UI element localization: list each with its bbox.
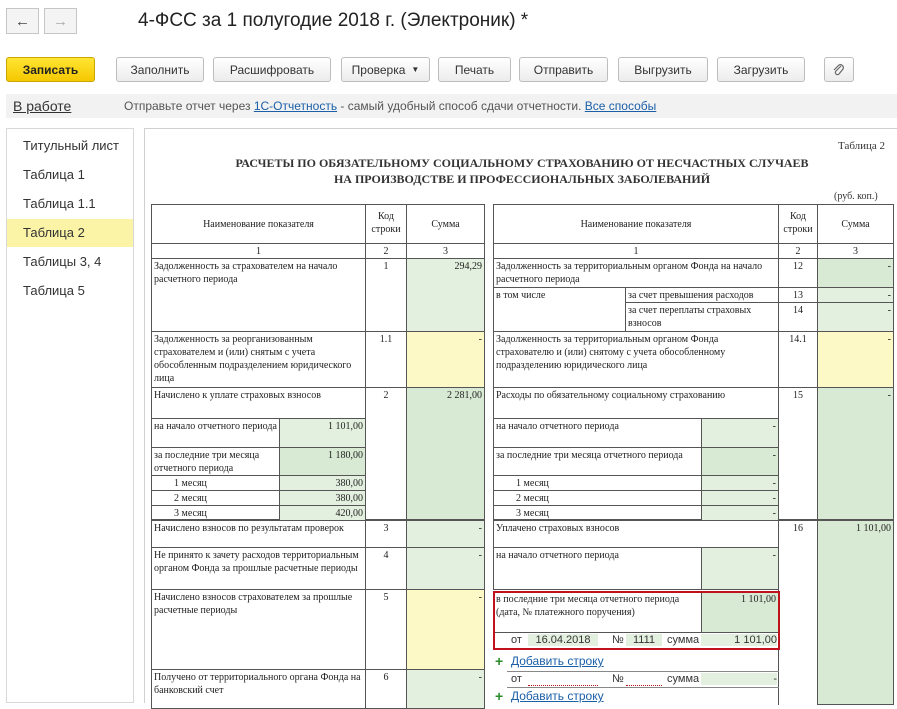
row2-label: Начислено к уплате страховых взносов [151, 387, 366, 520]
row3-label: Начислено взносов по результатам проверок [151, 520, 366, 548]
row15-value[interactable]: - [817, 387, 894, 520]
row16-label: Уплачено страховых взносов [493, 520, 779, 548]
month1-value[interactable]: 380,00 [279, 475, 366, 491]
payment-2-sum-label: сумма [667, 673, 700, 685]
paperclip-icon [832, 63, 846, 77]
row2-value[interactable]: 2 281,00 [406, 387, 485, 520]
row16a-label: на начало отчетного периода [493, 547, 702, 590]
payment-1-no-label: № [612, 634, 624, 646]
sidebar-item-table-1-1[interactable]: Таблица 1.1 [23, 196, 96, 211]
row1-1-value[interactable]: - [406, 331, 485, 388]
notice-link-all[interactable]: Все способы [584, 99, 657, 113]
row16b-value[interactable]: 1 101,00 [701, 591, 779, 633]
month2-value[interactable]: 380,00 [279, 490, 366, 506]
check-label: Проверка [351, 62, 406, 77]
highlight-box [493, 591, 780, 650]
notice-link-1c[interactable]: 1С-Отчетность [253, 99, 338, 113]
r-month1-label: 1 месяц [493, 475, 702, 491]
month3-label: 3 месяц [151, 505, 280, 521]
row1-label: Задолженность за страхователем на начало расчетного периода [151, 258, 366, 332]
payment-1-from: от [511, 634, 522, 646]
right-header-name: Наименование показателя [493, 204, 779, 244]
check-button[interactable] [341, 57, 430, 82]
payment-2-no-label: № [612, 673, 624, 685]
row1-1-code: 1.1 [365, 331, 407, 388]
payment-1-date[interactable]: 16.04.2018 [528, 634, 598, 646]
import-button[interactable]: Загрузить [717, 57, 805, 82]
left-header-sum: Сумма [406, 204, 485, 244]
sidebar-item-tables-3-4[interactable]: Таблицы 3, 4 [23, 254, 102, 269]
row14-1-value[interactable]: - [817, 331, 894, 388]
row14-1-label: Задолженность за территориальным органом Фонда страхователю и (или) снятому с учета обособленному подразделению юридического лица [493, 331, 779, 388]
row15a-label: на начало отчетного периода [493, 418, 702, 448]
row15b-value[interactable]: - [701, 447, 779, 476]
payment-1-no[interactable]: 1111 [626, 634, 662, 646]
send-button[interactable]: Отправить [519, 57, 608, 82]
payment-1-sum[interactable]: 1 101,00 [701, 634, 777, 646]
export-button[interactable]: Выгрузить [618, 57, 708, 82]
right-header-code: Код строки [778, 204, 818, 244]
r-month3-label: 3 месяц [493, 505, 702, 521]
arrow-right-icon: → [53, 12, 68, 30]
table-number: Таблица 2 [838, 140, 886, 152]
add-row-link[interactable]: Добавить строку [511, 654, 604, 668]
row5-value[interactable]: - [406, 589, 485, 670]
row1-value[interactable]: 294,29 [406, 258, 485, 332]
row4-label: Не принято к зачету расходов территориальным органом Фонда за прошлые расчетные периоды [151, 547, 366, 590]
sidebar [6, 128, 134, 703]
units-label: (руб. коп.) [834, 191, 878, 202]
left-colnum-1: 1 [151, 243, 366, 259]
right-colnum-3: 3 [817, 243, 894, 259]
row15-label: Расходы по обязательному социальному страхованию [493, 387, 779, 520]
plus-icon-2[interactable]: + [495, 688, 504, 704]
row6-value[interactable]: - [406, 669, 485, 709]
add-row-link-2[interactable]: Добавить строку [511, 689, 604, 703]
row15-code: 15 [778, 387, 818, 520]
doc-heading-2: НА ПРОИЗВОДСТВЕ И ПРОФЕССИОНАЛЬНЫХ ЗАБОЛЕВАНИЙ [333, 172, 711, 186]
payment-2-date[interactable] [528, 673, 598, 686]
row1-1-label: Задолженность за реорганизованным страхователем и (или) снятым с учета обособленным подразделением юридического лица [151, 331, 366, 388]
r-month3-value[interactable]: - [701, 505, 779, 521]
forward-button[interactable] [44, 8, 77, 34]
plus-icon[interactable]: + [495, 653, 504, 669]
row3-value[interactable]: - [406, 520, 485, 548]
row1-code: 1 [365, 258, 407, 332]
notice-text: Отправьте отчет через 1С-Отчетность - самый удобный способ сдачи отчетности. Все способы [124, 99, 657, 113]
month2-label: 2 месяц [151, 490, 280, 506]
right-colnum-1: 1 [493, 243, 779, 259]
month1-label: 1 месяц [151, 475, 280, 491]
row15b-label: за последние три месяца отчетного периода [493, 447, 702, 476]
status-link[interactable]: В работе [13, 98, 72, 114]
row14-code: 14 [778, 302, 818, 332]
left-colnum-3: 3 [406, 243, 485, 259]
payment-2-sum[interactable]: - [701, 673, 777, 685]
payment-2-no[interactable] [626, 673, 662, 686]
row16-value[interactable]: 1 101,00 [817, 520, 894, 705]
left-header-name: Наименование показателя [151, 204, 366, 244]
row16-code: 16 [778, 520, 818, 705]
sidebar-item-table-1[interactable]: Таблица 1 [23, 167, 85, 182]
row12-code: 12 [778, 258, 818, 288]
left-header-code: Код строки [365, 204, 407, 244]
row14-value[interactable]: - [817, 302, 894, 332]
row12-value[interactable]: - [817, 258, 894, 288]
sidebar-item-title-page[interactable]: Титульный лист [23, 138, 120, 153]
fill-button[interactable]: Заполнить [116, 57, 204, 82]
right-header-sum: Сумма [817, 204, 894, 244]
row16a-value[interactable]: - [701, 547, 779, 590]
left-colnum-2: 2 [365, 243, 407, 259]
sidebar-item-table-2[interactable]: Таблица 2 [7, 219, 133, 247]
print-button[interactable]: Печать [438, 57, 511, 82]
row6-code: 6 [365, 669, 407, 709]
row5-code: 5 [365, 589, 407, 670]
payment-1-sum-label: сумма [667, 634, 700, 646]
row2a-value[interactable]: 1 101,00 [279, 418, 366, 448]
save-button[interactable]: Записать [6, 57, 95, 82]
row6-label: Получено от территориального органа Фонда на банковский счет [151, 669, 366, 709]
row5-label: Начислено взносов страхователем за прошлые расчетные периоды [151, 589, 366, 670]
row16b-label: в последние три месяца отчетного периода (дата, № платежного поручения) [493, 591, 702, 633]
r-month2-value[interactable]: - [701, 490, 779, 506]
row15a-value[interactable]: - [701, 418, 779, 448]
doc-heading-1: РАСЧЕТЫ ПО ОБЯЗАТЕЛЬНОМУ СОЦИАЛЬНОМУ СТРАХОВАНИЮ ОТ НЕСЧАСТНЫХ СЛУЧАЕВ [235, 156, 809, 170]
row14-label: за счет переплаты страховых взносов [625, 302, 779, 332]
r-month1-value[interactable]: - [701, 475, 779, 491]
row4-value[interactable]: - [406, 547, 485, 590]
row13-value[interactable]: - [817, 287, 894, 303]
back-button[interactable] [6, 8, 39, 34]
row3-code: 3 [365, 520, 407, 548]
payment-2-from: от [511, 673, 522, 685]
row13-code: 13 [778, 287, 818, 303]
row14-1-code: 14.1 [778, 331, 818, 388]
including-label: в том числе [493, 287, 626, 332]
row2b-value[interactable]: 1 180,00 [279, 447, 366, 476]
row13-label: за счет превышения расходов [625, 287, 779, 303]
right-colnum-2: 2 [778, 243, 818, 259]
row12-label: Задолженность за территориальным органом Фонда на начало расчетного периода [493, 258, 779, 288]
row2-code: 2 [365, 387, 407, 520]
sidebar-item-table-5[interactable]: Таблица 5 [23, 283, 85, 298]
arrow-left-icon: ← [15, 12, 30, 30]
attachment-button[interactable] [824, 57, 854, 82]
decode-button[interactable]: Расшифровать [213, 57, 331, 82]
dropdown-arrow-icon: ▼ [411, 65, 420, 74]
window-title: 4-ФСС за 1 полугодие 2018 г. (Электроник) * [138, 10, 529, 31]
row2a-label: на начало отчетного периода [151, 418, 280, 448]
month3-value[interactable]: 420,00 [279, 505, 366, 521]
r-month2-label: 2 месяц [493, 490, 702, 506]
row2b-label: за последние три месяца отчетного периода [151, 447, 280, 476]
row4-code: 4 [365, 547, 407, 590]
